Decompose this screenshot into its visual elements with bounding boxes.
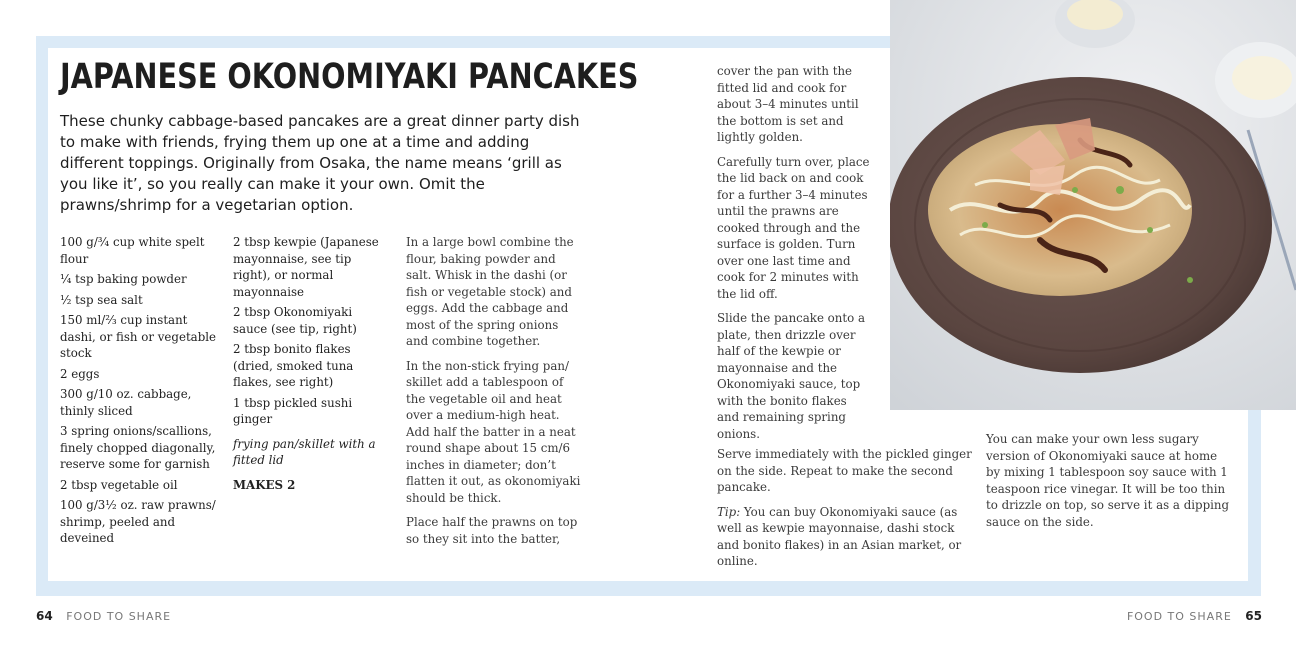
bonito-flakes — [1030, 165, 1065, 195]
section-label-left: FOOD TO SHARE — [66, 610, 172, 623]
spring-onion — [1116, 186, 1124, 194]
okonomiyaki-plate-illustration — [890, 0, 1296, 410]
sauce-tip: You can make your own less sugary version of Okonomiyaki sauce at home by mixing 1 tablespoon soy sauce with 1 teaspoon rice vinegar. It will be too thin to drizzle on top, so serve it as a dipping sauce on the side. — [986, 432, 1230, 529]
ingredient-item: 3 spring onions/scallions, finely chopped diagonally, reserve some for garnish — [60, 424, 216, 471]
ingredients-column-a — [60, 234, 220, 551]
method-step: Serve immediately with the pickled ginger on the side. Repeat to make the second pancake. — [717, 447, 972, 494]
method-step: In a large bowl combine the flour, baking powder and salt. Whisk in the dashi (or fish or vegetable stock) and eggs. Add the cabbage and most of the spring onions and combine together. — [406, 235, 574, 348]
ingredient-item: 2 eggs — [60, 366, 100, 381]
tip-paragraph — [717, 504, 972, 570]
method-step: Carefully turn over, place the lid back on and cook for a further 3–4 minutes until the prawns are cooked through and the surface is golden. Turn over one last time and cook for 2 minutes with the lid off. — [717, 154, 870, 301]
ingredient-item: 2 tbsp vegetable oil — [60, 477, 178, 492]
ingredient-item: ¼ tsp baking powder — [60, 272, 187, 286]
tip-text: You can buy Okonomiyaki sauce (as well as kewpie mayonnaise, dashi stock and bonito flakes) in an Asian market, or online. — [717, 504, 962, 568]
section-label-right: FOOD TO SHARE — [1126, 610, 1232, 623]
ingredient-item: 100 g/3½ oz. raw prawns/ shrimp, peeled and deveined — [60, 498, 216, 545]
makes-yield: MAKES 2 — [233, 477, 296, 492]
method-step: Place half the prawns on top so they sit into the batter, — [406, 515, 578, 546]
ingredient-item: 2 tbsp kewpie (Japanese mayonnaise, see tip right), or normal mayonnaise — [233, 235, 379, 299]
recipe-title: JAPANESE OKONOMIYAKI PANCAKES — [60, 57, 639, 97]
tip-label: Tip: — [717, 504, 741, 519]
ingredient-item: 300 g/10 oz. cabbage, thinly sliced — [60, 387, 192, 418]
side-bowl-contents — [1232, 56, 1292, 100]
spring-onion — [982, 222, 988, 228]
method-column-2 — [717, 63, 872, 450]
ingredient-item: 100 g/¾ cup white spelt flour — [60, 235, 205, 266]
ingredient-item: ½ tsp sea salt — [60, 292, 143, 307]
spring-onion — [1187, 277, 1193, 283]
ingredient-item: 2 tbsp Okonomiyaki sauce (see tip, right) — [233, 305, 357, 336]
pancake — [928, 124, 1192, 296]
method-step: cover the pan with the fitted lid and cook for about 3–4 minutes until the bottom is set and lightly golden. — [717, 64, 859, 144]
sauce-tip-column — [986, 431, 1234, 538]
method-step: Slide the pancake onto a plate, then drizzle over half of the kewpie or mayonnaise and the Okonomiyaki sauce, top with the bonito flakes and remaining spring onions. — [717, 311, 866, 441]
method-column-2-continued — [717, 446, 972, 578]
footer-right — [1127, 609, 1262, 623]
method-column-1 — [406, 234, 584, 555]
footer-left — [36, 609, 171, 623]
recipe-photo — [890, 0, 1296, 410]
recipe-intro: These chunky cabbage-based pancakes are a great dinner party dish to make with friends, frying them up one at a time and adding different toppings. Originally from Osaka, the name means ‘grill as you like it’, so you really can make it your own. Omit the prawns/shrimp for a vegetarian option. — [60, 112, 580, 214]
equipment-note: frying pan/skillet with a fitted lid — [233, 436, 376, 467]
ingredient-item: 150 ml/⅔ cup instant dashi, or fish or vegetable stock — [60, 313, 217, 360]
page-number-left: 64 — [36, 609, 53, 623]
method-step: In the non-stick frying pan/ skillet add a tablespoon of the vegetable oil and heat over a medium-high heat. Add half the batter in a neat round shape about 15 cm/6 inches in diameter; don’t flatten it out, as okonomiyaki should be thick. — [406, 358, 581, 505]
spring-onion — [1147, 227, 1153, 233]
page-number-right: 65 — [1245, 609, 1262, 623]
ingredient-item: 1 tbsp pickled sushi ginger — [233, 395, 353, 426]
ingredient-item: 2 tbsp bonito flakes (dried, smoked tuna flakes, see right) — [233, 342, 354, 389]
spring-onion — [1072, 187, 1078, 193]
ingredients-column-b — [233, 234, 388, 501]
